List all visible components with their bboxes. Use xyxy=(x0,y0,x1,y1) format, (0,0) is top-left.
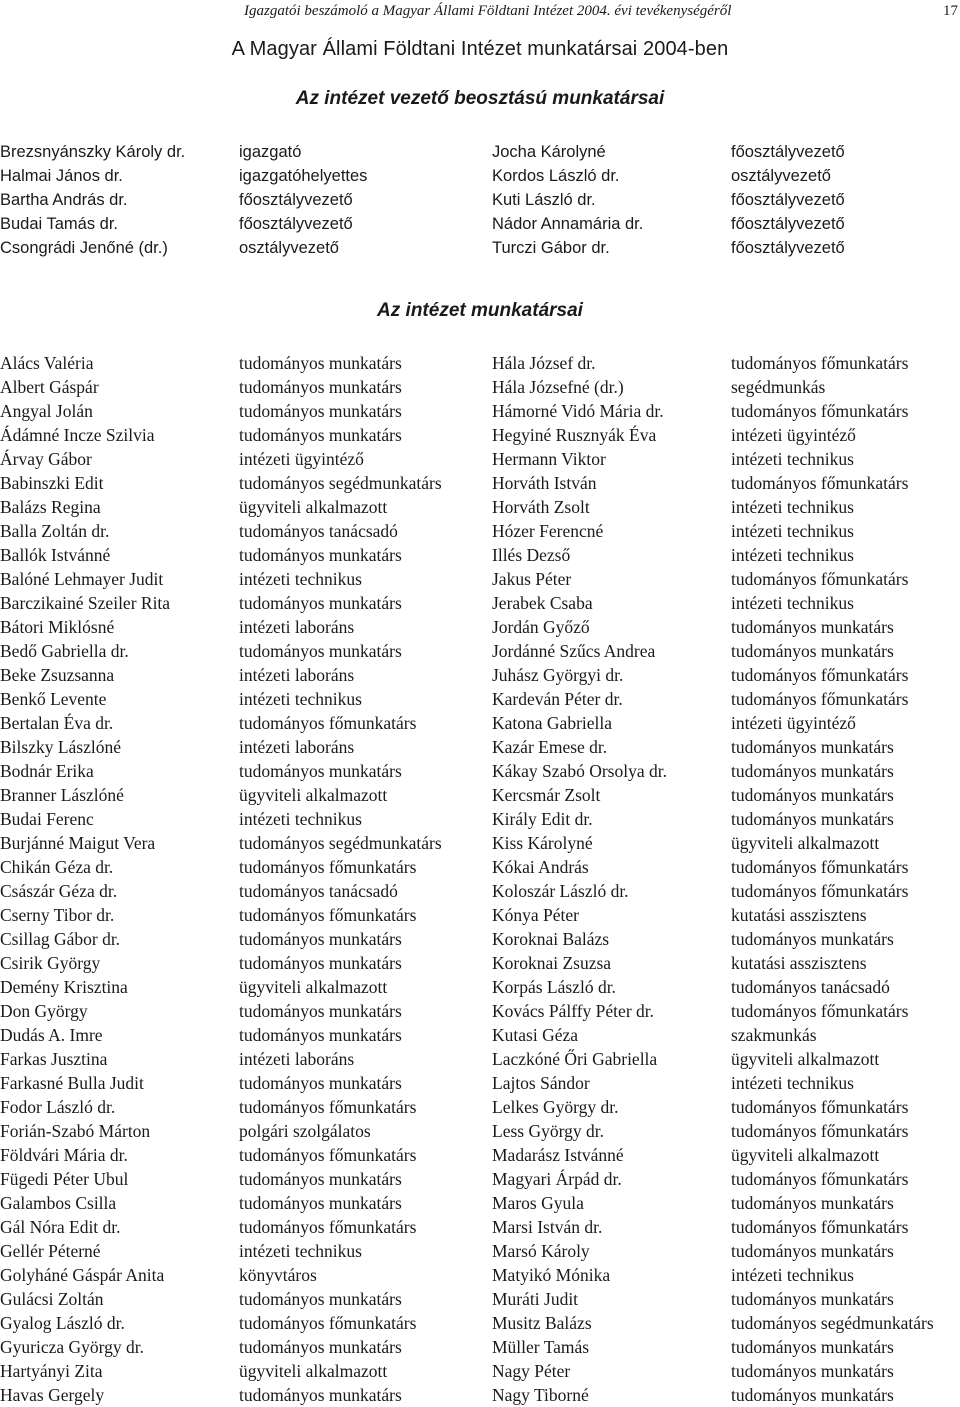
name-left: Gyalog László dr. xyxy=(0,1313,125,1333)
name-right: Koroknai Zsuzsa xyxy=(492,953,612,973)
staff-row xyxy=(0,1383,960,1407)
position-left: intézeti technikus xyxy=(239,689,362,709)
name-right: Lelkes György dr. xyxy=(492,1097,619,1117)
name-left: Balla Zoltán dr. xyxy=(0,521,110,541)
staff-row xyxy=(0,759,960,783)
name-left: Farkasné Bulla Judit xyxy=(0,1073,144,1093)
name-right: Kutasi Géza xyxy=(492,1025,579,1045)
position-left: könyvtáros xyxy=(239,1265,317,1285)
staff-row xyxy=(0,735,960,759)
position-right: intézeti technikus xyxy=(731,1073,854,1093)
position-left: intézeti technikus xyxy=(239,1241,362,1261)
position-right: tudományos főmunkatárs xyxy=(731,881,909,901)
name-right: Kónya Péter xyxy=(492,905,579,925)
position-right: tudományos főmunkatárs xyxy=(731,857,909,877)
position-right: ügyviteli alkalmazott xyxy=(731,1049,880,1069)
staff-row xyxy=(0,783,960,807)
position-right: tudományos tanácsadó xyxy=(731,977,890,997)
position-right: tudományos főmunkatárs xyxy=(731,1001,909,1021)
position-left: osztályvezető xyxy=(239,239,339,257)
position-right: tudományos munkatárs xyxy=(731,1193,894,1213)
staff-row xyxy=(0,687,960,711)
position-right: intézeti technikus xyxy=(731,545,854,565)
name-left: Budai Ferenc xyxy=(0,809,94,829)
staff-row xyxy=(0,903,960,927)
staff-row xyxy=(0,1287,960,1311)
name-left: Csillag Gábor dr. xyxy=(0,929,121,949)
position-right: tudományos főmunkatárs xyxy=(731,1217,909,1237)
name-left: Földvári Mária dr. xyxy=(0,1145,128,1165)
position-right: tudományos főmunkatárs xyxy=(731,1121,909,1141)
name-right: Kercsmár Zsolt xyxy=(492,785,601,805)
staff-row xyxy=(0,1167,960,1191)
name-left: Farkas Jusztina xyxy=(0,1049,108,1069)
name-right: Muráti Judit xyxy=(492,1289,579,1309)
position-right: tudományos munkatárs xyxy=(731,1289,894,1309)
name-right: Hála Józsefné (dr.) xyxy=(492,377,624,397)
name-left: Havas Gergely xyxy=(0,1385,105,1405)
position-left: tudományos munkatárs xyxy=(239,953,402,973)
position-right: tudományos munkatárs xyxy=(731,641,894,661)
name-right: Nagy Péter xyxy=(492,1361,571,1381)
position-right: tudományos főmunkatárs xyxy=(731,1097,909,1117)
position-left: tudományos munkatárs xyxy=(239,401,402,421)
position-left: tudományos főmunkatárs xyxy=(239,857,417,877)
name-right: Kiss Károlyné xyxy=(492,833,593,853)
name-left: Don György xyxy=(0,1001,88,1021)
position-left: tudományos főmunkatárs xyxy=(239,1145,417,1165)
name-right: Koloszár László dr. xyxy=(492,881,629,901)
position-left: igazgató xyxy=(239,143,302,161)
leader-row xyxy=(0,188,960,212)
name-right: Musitz Balázs xyxy=(492,1313,592,1333)
position-left: tudományos munkatárs xyxy=(239,929,402,949)
name-left: Bátori Miklósné xyxy=(0,617,115,637)
running-header xyxy=(0,3,960,25)
position-right: tudományos főmunkatárs xyxy=(731,353,909,373)
position-right: osztályvezető xyxy=(731,167,831,185)
position-right: tudományos munkatárs xyxy=(731,737,894,757)
name-left: Fügedi Péter Ubul xyxy=(0,1169,129,1189)
position-left: intézeti technikus xyxy=(239,569,362,589)
staff-row xyxy=(0,1215,960,1239)
staff-row xyxy=(0,999,960,1023)
position-left: tudományos tanácsadó xyxy=(239,521,398,541)
staff-row xyxy=(0,1239,960,1263)
name-left: Alács Valéria xyxy=(0,353,94,373)
position-right: főosztályvezető xyxy=(731,215,845,233)
name-right: Marsó Károly xyxy=(492,1241,590,1261)
position-right: tudományos főmunkatárs xyxy=(731,1169,909,1189)
position-left: ügyviteli alkalmazott xyxy=(239,497,388,517)
position-right: intézeti technikus xyxy=(731,593,854,613)
position-left: intézeti laboráns xyxy=(239,665,355,685)
leader-row xyxy=(0,164,960,188)
staff-row xyxy=(0,1119,960,1143)
name-left: Bilszky Lászlóné xyxy=(0,737,122,757)
staff-heading: Az intézet munkatársai xyxy=(377,300,583,321)
name-left: Brezsnyánszky Károly dr. xyxy=(0,143,186,161)
position-left: tudományos főmunkatárs xyxy=(239,1217,417,1237)
staff-row xyxy=(0,1023,960,1047)
name-left: Balázs Regina xyxy=(0,497,101,517)
name-left: Gellér Péterné xyxy=(0,1241,101,1261)
position-right: szakmunkás xyxy=(731,1025,817,1045)
staff-row xyxy=(0,855,960,879)
name-left: Bedő Gabriella dr. xyxy=(0,641,129,661)
position-left: ügyviteli alkalmazott xyxy=(239,785,388,805)
position-right: főosztályvezető xyxy=(731,143,845,161)
name-left: Bodnár Erika xyxy=(0,761,94,781)
name-right: Jordánné Szűcs Andrea xyxy=(492,641,656,661)
name-left: Budai Tamás dr. xyxy=(0,215,119,233)
name-left: Gyuricza György dr. xyxy=(0,1337,145,1357)
position-right: tudományos munkatárs xyxy=(731,1361,894,1381)
position-right: intézeti technikus xyxy=(731,521,854,541)
staff-row xyxy=(0,1095,960,1119)
name-left: Csirik György xyxy=(0,953,101,973)
staff-row xyxy=(0,711,960,735)
name-right: Jocha Károlyné xyxy=(492,143,606,161)
position-left: tudományos munkatárs xyxy=(239,593,402,613)
name-right: Jerabek Csaba xyxy=(492,593,593,613)
leaders-list xyxy=(0,140,960,260)
name-left: Branner Lászlóné xyxy=(0,785,124,805)
position-right: intézeti technikus xyxy=(731,497,854,517)
name-left: Chikán Géza dr. xyxy=(0,857,114,877)
staff-row xyxy=(0,1311,960,1335)
name-right: Hámorné Vidó Mária dr. xyxy=(492,401,664,421)
staff-row xyxy=(0,1143,960,1167)
running-title: Igazgatói beszámoló a Magyar Állami Földtani Intézet 2004. évi tevékenységéről xyxy=(244,3,732,19)
staff-row xyxy=(0,543,960,567)
name-left: Albert Gáspár xyxy=(0,377,99,397)
position-right: tudományos munkatárs xyxy=(731,761,894,781)
position-left: intézeti technikus xyxy=(239,809,362,829)
leader-row xyxy=(0,140,960,164)
name-right: Horváth István xyxy=(492,473,597,493)
staff-row xyxy=(0,423,960,447)
name-left: Hartyányi Zita xyxy=(0,1361,103,1381)
position-left: intézeti laboráns xyxy=(239,617,355,637)
staff-row xyxy=(0,807,960,831)
name-left: Burjánné Maigut Vera xyxy=(0,833,156,853)
position-right: intézeti ügyintéző xyxy=(731,425,856,445)
name-right: Nagy Tiborné xyxy=(492,1385,589,1405)
name-left: Gulácsi Zoltán xyxy=(0,1289,104,1309)
name-left: Angyal Jolán xyxy=(0,401,93,421)
name-right: Katona Gabriella xyxy=(492,713,613,733)
position-left: tudományos munkatárs xyxy=(239,353,402,373)
position-right: tudományos munkatárs xyxy=(731,809,894,829)
position-left: tudományos főmunkatárs xyxy=(239,713,417,733)
position-right: főosztályvezető xyxy=(731,239,845,257)
position-left: tudományos munkatárs xyxy=(239,545,402,565)
name-left: Beke Zsuzsanna xyxy=(0,665,115,685)
position-left: ügyviteli alkalmazott xyxy=(239,1361,388,1381)
position-right: intézeti ügyintéző xyxy=(731,713,856,733)
name-right: Kovács Pálffy Péter dr. xyxy=(492,1001,655,1021)
name-right: Jakus Péter xyxy=(492,569,572,589)
staff-row xyxy=(0,927,960,951)
name-right: Magyari Árpád dr. xyxy=(492,1169,622,1189)
position-left: főosztályvezető xyxy=(239,191,353,209)
name-right: Horváth Zsolt xyxy=(492,497,590,517)
position-left: tudományos munkatárs xyxy=(239,1169,402,1189)
name-right: Less György dr. xyxy=(492,1121,604,1141)
position-right: tudományos főmunkatárs xyxy=(731,665,909,685)
name-left: Csongrádi Jenőné (dr.) xyxy=(0,239,168,257)
staff-row xyxy=(0,831,960,855)
name-right: Kuti László dr. xyxy=(492,191,596,209)
position-right: tudományos munkatárs xyxy=(731,929,894,949)
position-left: tudományos főmunkatárs xyxy=(239,1313,417,1333)
position-right: ügyviteli alkalmazott xyxy=(731,1145,880,1165)
name-right: Hegyiné Rusznyák Éva xyxy=(492,425,657,445)
name-left: Balóné Lehmayer Judit xyxy=(0,569,164,589)
name-left: Demény Krisztina xyxy=(0,977,128,997)
page-title: A Magyar Állami Földtani Intézet munkatársai 2004-ben xyxy=(231,38,729,60)
position-right: segédmunkás xyxy=(731,377,826,397)
position-right: főosztályvezető xyxy=(731,191,845,209)
position-right: ügyviteli alkalmazott xyxy=(731,833,880,853)
name-left: Bartha András dr. xyxy=(0,191,128,209)
position-left: intézeti laboráns xyxy=(239,737,355,757)
position-right: tudományos munkatárs xyxy=(731,785,894,805)
position-left: ügyviteli alkalmazott xyxy=(239,977,388,997)
position-left: főosztályvezető xyxy=(239,215,353,233)
position-right: tudományos munkatárs xyxy=(731,1385,894,1405)
name-right: Nádor Annamária dr. xyxy=(492,215,644,233)
name-right: Marsi István dr. xyxy=(492,1217,603,1237)
position-left: igazgatóhelyettes xyxy=(239,167,368,185)
staff-row xyxy=(0,1359,960,1383)
name-right: Kákay Szabó Orsolya dr. xyxy=(492,761,667,781)
position-right: tudományos főmunkatárs xyxy=(731,569,909,589)
name-left: Benkő Levente xyxy=(0,689,107,709)
position-right: tudományos munkatárs xyxy=(731,617,894,637)
position-left: tudományos munkatárs xyxy=(239,761,402,781)
position-right: tudományos főmunkatárs xyxy=(731,473,909,493)
name-left: Barczikainé Szeiler Rita xyxy=(0,593,171,613)
position-left: tudományos munkatárs xyxy=(239,1193,402,1213)
name-left: Ádámné Incze Szilvia xyxy=(0,425,155,445)
page-number: 17 xyxy=(943,3,958,19)
staff-row xyxy=(0,639,960,663)
leader-row xyxy=(0,212,960,236)
staff-row xyxy=(0,447,960,471)
staff-row xyxy=(0,1263,960,1287)
position-right: tudományos főmunkatárs xyxy=(731,401,909,421)
name-right: Hózer Ferencné xyxy=(492,521,604,541)
position-left: intézeti ügyintéző xyxy=(239,449,364,469)
position-left: tudományos munkatárs xyxy=(239,641,402,661)
name-right: Juhász Györgyi dr. xyxy=(492,665,624,685)
name-right: Turczi Gábor dr. xyxy=(492,239,610,257)
name-right: Matyikó Mónika xyxy=(492,1265,611,1285)
staff-row xyxy=(0,351,960,375)
name-right: Jordán Győző xyxy=(492,617,590,637)
position-left: tudományos segédmunkatárs xyxy=(239,473,442,493)
position-right: kutatási asszisztens xyxy=(731,905,867,925)
name-right: Madarász Istvánné xyxy=(492,1145,624,1165)
name-left: Babinszki Edit xyxy=(0,473,104,493)
staff-row xyxy=(0,519,960,543)
position-left: polgári szolgálatos xyxy=(239,1121,371,1141)
name-left: Golyháné Gáspár Anita xyxy=(0,1265,165,1285)
staff-row xyxy=(0,951,960,975)
staff-row xyxy=(0,1047,960,1071)
position-right: tudományos segédmunkatárs xyxy=(731,1313,934,1333)
leader-row xyxy=(0,236,960,260)
name-left: Ballók Istvánné xyxy=(0,545,111,565)
leaders-heading: Az intézet vezető beosztású munkatársai xyxy=(295,88,665,109)
name-right: Király Edit dr. xyxy=(492,809,593,829)
name-right: Maros Gyula xyxy=(492,1193,584,1213)
position-left: tudományos munkatárs xyxy=(239,1073,402,1093)
name-right: Kardeván Péter dr. xyxy=(492,689,623,709)
name-right: Laczkóné Őri Gabriella xyxy=(492,1049,658,1069)
name-right: Kordos László dr. xyxy=(492,167,620,185)
position-right: tudományos főmunkatárs xyxy=(731,689,909,709)
staff-row xyxy=(0,879,960,903)
name-right: Hermann Viktor xyxy=(492,449,606,469)
staff-row xyxy=(0,663,960,687)
name-left: Cserny Tibor dr. xyxy=(0,905,115,925)
staff-row xyxy=(0,615,960,639)
staff-row xyxy=(0,471,960,495)
position-left: tudományos munkatárs xyxy=(239,377,402,397)
name-left: Császár Géza dr. xyxy=(0,881,118,901)
name-right: Kókai András xyxy=(492,857,589,877)
staff-row xyxy=(0,975,960,999)
position-left: tudományos munkatárs xyxy=(239,1337,402,1357)
name-right: Korpás László dr. xyxy=(492,977,616,997)
position-left: tudományos tanácsadó xyxy=(239,881,398,901)
name-left: Gál Nóra Edit dr. xyxy=(0,1217,121,1237)
staff-row xyxy=(0,1071,960,1095)
name-right: Müller Tamás xyxy=(492,1337,590,1357)
position-right: tudományos munkatárs xyxy=(731,1241,894,1261)
staff-row xyxy=(0,591,960,615)
staff-row xyxy=(0,1335,960,1359)
position-left: tudományos munkatárs xyxy=(239,425,402,445)
position-left: tudományos segédmunkatárs xyxy=(239,833,442,853)
position-left: tudományos munkatárs xyxy=(239,1289,402,1309)
staff-row xyxy=(0,1191,960,1215)
name-left: Dudás A. Imre xyxy=(0,1025,103,1045)
name-right: Koroknai Balázs xyxy=(492,929,610,949)
position-left: tudományos főmunkatárs xyxy=(239,1097,417,1117)
position-right: intézeti technikus xyxy=(731,449,854,469)
name-right: Kazár Emese dr. xyxy=(492,737,608,757)
position-right: tudományos munkatárs xyxy=(731,1337,894,1357)
name-left: Halmai János dr. xyxy=(0,167,123,185)
staff-list xyxy=(0,351,960,1407)
position-right: kutatási asszisztens xyxy=(731,953,867,973)
name-right: Illés Dezső xyxy=(492,545,571,565)
name-left: Fodor László dr. xyxy=(0,1097,116,1117)
name-left: Galambos Csilla xyxy=(0,1193,117,1213)
name-left: Forián-Szabó Márton xyxy=(0,1121,151,1141)
position-left: tudományos munkatárs xyxy=(239,1385,402,1405)
staff-row xyxy=(0,399,960,423)
name-right: Hála József dr. xyxy=(492,353,596,373)
staff-row xyxy=(0,495,960,519)
position-left: tudományos munkatárs xyxy=(239,1025,402,1045)
position-left: tudományos munkatárs xyxy=(239,1001,402,1021)
staff-row xyxy=(0,375,960,399)
staff-row xyxy=(0,567,960,591)
name-left: Bertalan Éva dr. xyxy=(0,713,114,733)
name-right: Lajtos Sándor xyxy=(492,1073,590,1093)
position-left: tudományos főmunkatárs xyxy=(239,905,417,925)
position-left: intézeti laboráns xyxy=(239,1049,355,1069)
position-right: intézeti technikus xyxy=(731,1265,854,1285)
name-left: Árvay Gábor xyxy=(0,449,92,469)
